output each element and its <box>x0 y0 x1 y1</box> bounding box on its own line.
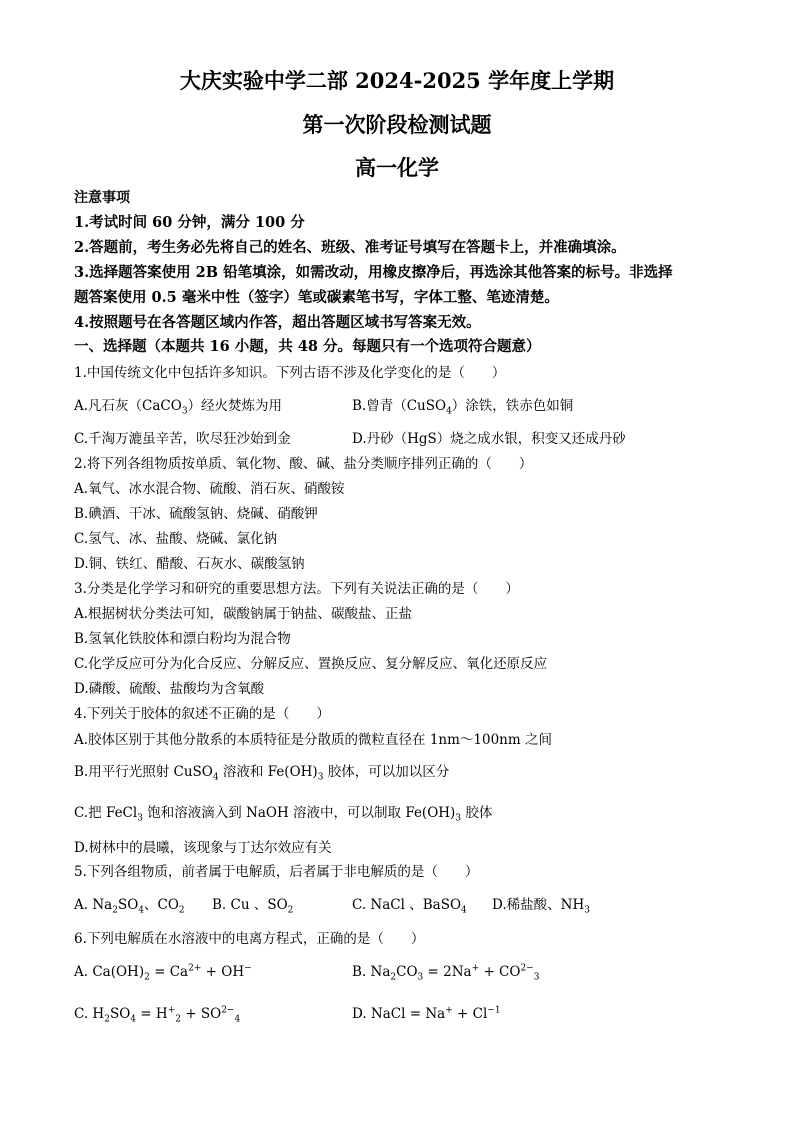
q1-option-c: C.千淘万漉虽辛苦，吹尽狂沙始到金 <box>74 431 291 447</box>
q2-option-d: D.铜、铁红、醋酸、石灰水、碳酸氢钠 <box>74 556 305 572</box>
q4-option-b: B.用平行光照射 CuSO$_4$ 溶液和 $Fe(OH)_3$ 胶体，可以加以区分 <box>74 764 450 783</box>
q6-option-b: B. $Na_2CO_3 = 2Na^+ + CO^{2-}_3$ <box>352 963 540 983</box>
q5-stem: 5.下列各组物质，前者属于电解质，后者属于非电解质的是（ ） <box>74 864 479 880</box>
q4-stem: 4.下列关于胶体的叙述不正确的是（ ） <box>74 706 330 722</box>
q6-option-a: A. $Ca(OH)_2 = Ca^{2+} + OH^-$ <box>74 963 252 983</box>
note-3a: 3.选择题答案使用 2B 铅笔填涂，如需改动，用橡皮擦净后，再选涂其他答案的标号。非选择 <box>74 264 673 281</box>
q1-option-a: A.凡石灰（CaCO$_3$）经火焚炼为用 <box>74 398 283 417</box>
q3-option-c: C.化学反应可分为化合反应、分解反应、置换反应、复分解反应、氧化还原反应 <box>74 656 548 672</box>
note-3b: 题答案使用 0.5 毫米中性（签字）笔或碳素笔书写，字体工整、笔迹清楚。 <box>74 289 559 306</box>
note-1: 1.考试时间 60 分钟，满分 100 分 <box>74 214 305 231</box>
note-2: 2.答题前，考生务必先将自己的姓名、班级、准考证号填写在答题卡上，并准确填涂。 <box>74 239 626 256</box>
q4-option-c: C.把 FeCl$_3$ 饱和溶液滴入到 NaOH 溶液中，可以制取 $Fe(OH)_3$ 胶体 <box>74 805 493 824</box>
q5-option-a: A. $Na_2SO_4$、$CO_2$ <box>74 897 185 916</box>
section-heading: 一、选择题（本题共 16 小题，共 48 分。每题只有一个选项符合题意） <box>74 338 541 355</box>
q1-stem: 1.中国传统文化中包括许多知识。下列古语不涉及化学变化的是（ ） <box>74 365 506 381</box>
q5-option-d: D.稀盐酸、$NH_3$ <box>492 897 590 916</box>
q4-option-a: A.胶体区别于其他分散系的本质特征是分散质的微粒直径在 1nm～100nm 之间 <box>74 732 552 748</box>
note-4: 4.按照题号在各答题区域内作答，超出答题区域书写答案无效。 <box>74 314 481 331</box>
q3-option-b: B.氢氧化铁胶体和漂白粉均为混合物 <box>74 631 291 647</box>
q1-option-b: B.曾青（CuSO$_4$）涂铁，铁赤色如铜 <box>352 398 574 417</box>
q6-stem: 6.下列电解质在水溶液中的电离方程式，正确的是（ ） <box>74 931 425 947</box>
subject-title: 高一化学 <box>355 155 439 180</box>
q3-option-d: D.磷酸、硫酸、盐酸均为含氧酸 <box>74 681 265 697</box>
notes-heading: 注意事项 <box>74 190 130 206</box>
q5-option-b: B. Cu 、$SO_2$ <box>212 897 294 916</box>
q3-option-a: A.根据树状分类法可知，碳酸钠属于钠盐、碳酸盐、正盐 <box>74 606 413 622</box>
q6-option-c: C. $H_2SO_4 = H^+_2 + SO^{2-}_4$ <box>74 1005 241 1025</box>
q5-option-c: C. NaCl 、BaSO$_4$ <box>352 897 467 916</box>
q2-option-a: A.氧气、冰水混合物、硫酸、消石灰、硝酸铵 <box>74 481 345 497</box>
q2-option-b: B.碘酒、干冰、硫酸氢钠、烧碱、硝酸钾 <box>74 506 318 522</box>
exam-subtitle: 第一次阶段检测试题 <box>302 112 492 137</box>
q1-option-d: D.丹砂（HgS）烧之成水银，积变又还成丹砂 <box>352 431 626 447</box>
q3-stem: 3.分类是化学学习和研究的重要思想方法。下列有关说法正确的是（ ） <box>74 581 519 597</box>
q2-stem: 2.将下列各组物质按单质、氧化物、酸、碱、盐分类顺序排列正确的（ ） <box>74 456 533 472</box>
q2-option-c: C.氢气、冰、盐酸、烧碱、氯化钠 <box>74 531 278 547</box>
q6-option-d: D. NaCl = $Na^+ + Cl^{-1}$ <box>352 1005 501 1022</box>
exam-title: 大庆实验中学二部 2024-2025 学年度上学期 <box>179 68 615 93</box>
q4-option-d: D.树林中的晨曦，该现象与丁达尔效应有关 <box>74 840 332 856</box>
